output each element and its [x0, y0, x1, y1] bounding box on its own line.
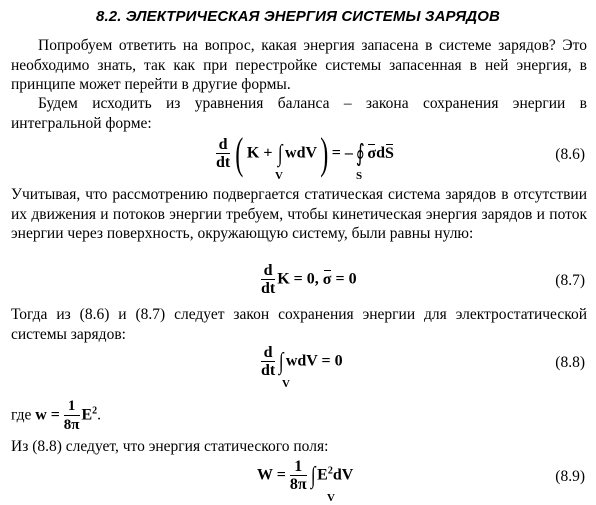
derivative-fraction: $\frac{d}{dt}$ [216, 136, 231, 171]
equation-number-8-8: (8.8) [555, 354, 585, 371]
equation-8-7-body: $\frac{d}{dt}$ K = 0, σ = 0 [261, 262, 357, 297]
equation-8-6 [11, 129, 587, 188]
section-title: 8.2. ЭЛЕКТРИЧЕСКАЯ ЭНЕРГИЯ СИСТЕМЫ ЗАРЯДОВ [96, 8, 500, 25]
equation-number-8-6: (8.6) [555, 146, 585, 163]
right-paren: ) [320, 129, 329, 178]
equation-8-7 [11, 262, 587, 302]
vector-S: S [384, 144, 394, 162]
integral-sign: ∫ [279, 349, 284, 375]
volume-limit: V [282, 378, 290, 390]
paragraph-conservation: Тогда из (8.6) и (8.7) следует закон сохранения энергии для электростатической системы зарядов: [11, 306, 587, 343]
volume-limit: V [275, 170, 283, 182]
equation-8-6-body: $\frac{d}{dt}$ ( K + ∫ wdV) = – ∮ σdS [216, 129, 394, 178]
integral-sign: ∫ [310, 463, 316, 489]
paragraph-field-energy: Из (8.8) следует, что энергия статического поля: [11, 438, 329, 455]
surface-integral-sign: ∮ [355, 141, 365, 167]
left-paren: ( [235, 129, 244, 178]
equation-8-8-body: $\frac{d}{dt}$ ∫ wdV = 0 [261, 344, 343, 379]
paragraph-balance: Будем исходить из уравнения баланса – закона сохранения энергии в интегральной форме: [11, 95, 587, 132]
volume-limit: V [327, 492, 335, 504]
equation-8-9 [11, 458, 587, 504]
equation-8-9-body: W = $\frac{1}{8\pi}$ ∫ $E^2dV$ [257, 458, 354, 493]
paragraph-static: Учитывая, что рассмотрению подвергается статическая система зарядов в отсутствии их движения и потоков энергии требуем, чтобы кинетическая энергия зарядов и поток энергии через поверхность, окружающую систему, были равны нулю: [11, 186, 587, 242]
equation-number-8-9: (8.9) [555, 468, 585, 485]
surface-limit: S [356, 170, 363, 182]
w-definition: где w = $\frac{1}{8\pi}$ $E^2$. [11, 398, 102, 433]
equation-8-8 [11, 344, 587, 390]
integral-sign: ∫ [278, 141, 284, 167]
paragraph-intro: Попробуем ответить на вопрос, какая энергия запасена в системе зарядов? Это необходимо знать, так как при перестройке системы запасенная в ней энергия, в принципе может перейти в другие формы. [11, 37, 587, 93]
equation-number-8-7: (8.7) [555, 272, 585, 289]
